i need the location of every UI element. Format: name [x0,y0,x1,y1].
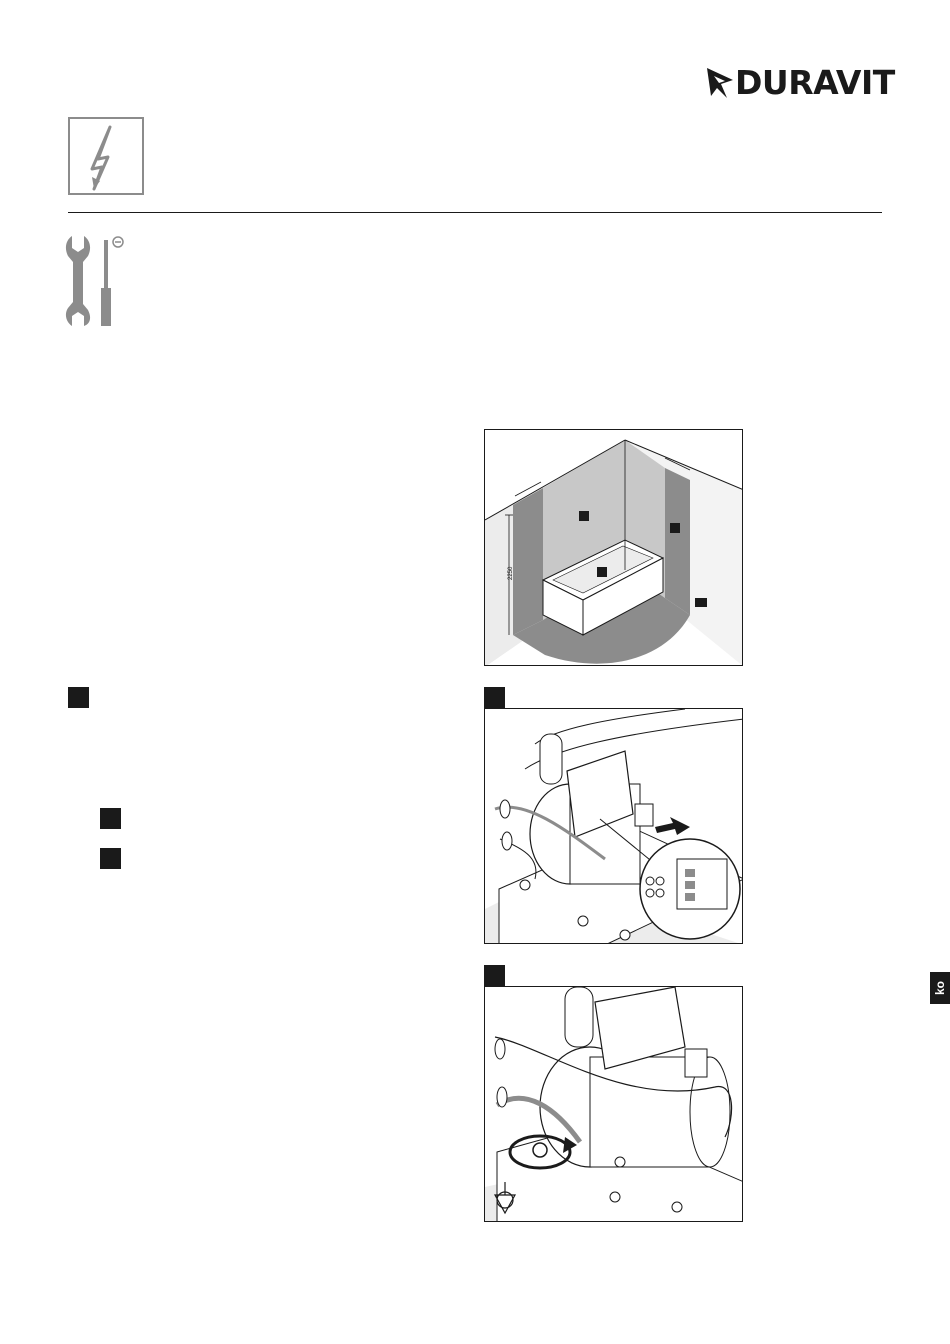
step-badge-sub-1 [100,808,121,829]
zone-marker-2 [597,567,607,577]
figure-ground-connection [484,986,743,1222]
wrench-screwdriver-icon [64,234,128,328]
figure-2-badge [484,687,505,708]
header-divider [68,212,882,213]
step-badge-sub-2 [100,848,121,869]
language-tab[interactable] [930,972,950,1004]
zone-marker-3 [670,523,680,533]
height-dimension-label: 2250 [508,566,514,580]
language-tab-label: ko [932,980,947,996]
logo-wordmark: DURAVIT [735,63,895,102]
electric-hazard-box [68,117,144,195]
step-badge-main [68,687,89,708]
electric-hazard-icon [70,119,142,193]
duravit-logo-mark [705,62,735,104]
figure-pump-terminal-connection [484,708,743,944]
ground-nut-icon [533,1143,547,1157]
zone-marker-1 [579,511,589,521]
socket-icon [695,598,707,607]
figure-bathroom-zones [484,429,743,666]
figure-3-badge [484,965,505,986]
duravit-logo [705,62,895,104]
